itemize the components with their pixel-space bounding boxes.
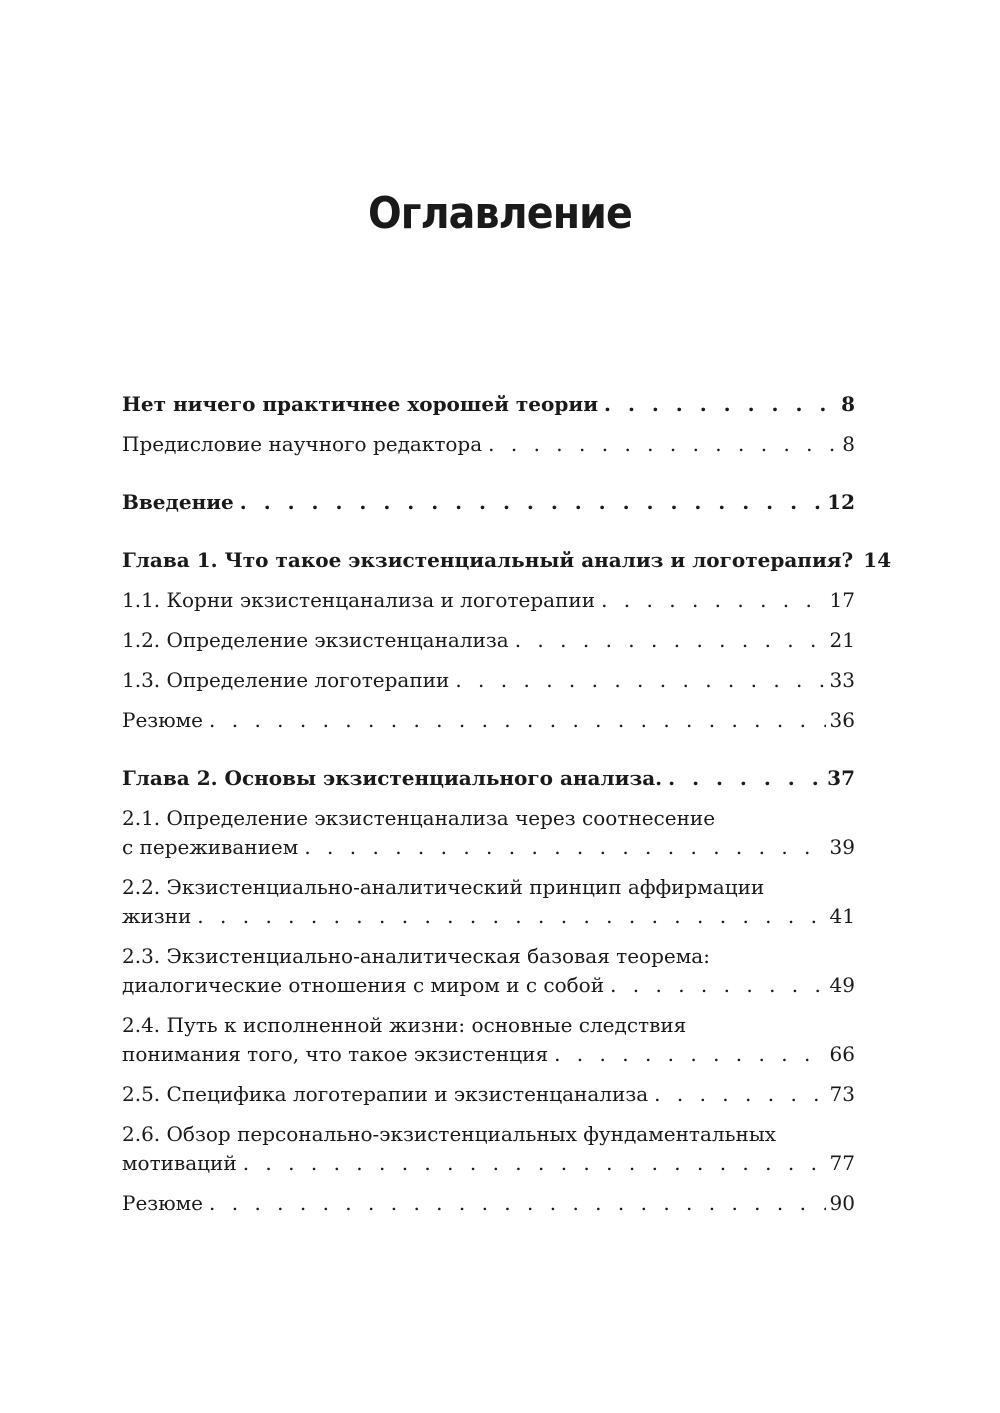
toc-entry[interactable] [122, 1189, 855, 1218]
toc-entry-title: 2.5. Специфика логотерапии и экзистенцанализа [122, 1082, 649, 1106]
toc-entry-page: 39 [829, 835, 855, 859]
dot-leader [554, 1040, 825, 1069]
toc-entry-title: Резюме [122, 708, 204, 732]
toc-entry-page: 73 [829, 1082, 855, 1106]
toc-entry[interactable] [122, 626, 855, 655]
toc-entry-page: 12 [827, 490, 855, 514]
toc-entry-page: 49 [829, 973, 855, 997]
toc-entry[interactable] [122, 1120, 855, 1178]
toc-entry-title: Нет ничего практичнее хорошей теории [122, 392, 599, 416]
dot-leader [515, 626, 826, 655]
toc-entry[interactable] [122, 666, 855, 695]
toc-entry-page: 66 [829, 1042, 855, 1066]
toc-entry-page: 90 [829, 1191, 855, 1215]
toc-entry-page: 17 [829, 588, 855, 612]
table-of-contents [122, 390, 892, 1218]
dot-leader [209, 706, 826, 735]
toc-entry-page: 21 [829, 628, 855, 652]
dot-leader [654, 1080, 825, 1109]
toc-entry-page: 14 [863, 548, 892, 572]
dot-leader [610, 971, 825, 1000]
toc-entry[interactable] [122, 390, 855, 419]
toc-entry[interactable] [122, 586, 855, 615]
dot-leader [601, 586, 825, 615]
page-title: Оглавление [368, 188, 632, 239]
toc-entry-title: Глава 1. Что такое экзистенциальный анализ и логотерапия? [122, 548, 854, 572]
dot-leader [304, 833, 825, 862]
dot-leader [209, 1189, 826, 1218]
toc-entry-title-line1: 2.1. Определение экзистенцанализа через соотнесение [122, 806, 716, 830]
toc-entry-title: Глава 2. Основы экзистенциального анализа. [122, 766, 663, 790]
toc-entry-title: Резюме [122, 1191, 204, 1215]
toc-entry-page: 77 [829, 1151, 855, 1175]
dot-leader [240, 488, 823, 517]
toc-entry-page: 36 [829, 708, 855, 732]
toc-entry-page: 33 [829, 668, 855, 692]
toc-entry-title: диалогические отношения с миром и с собой [122, 973, 605, 997]
dot-leader [455, 666, 825, 695]
toc-entry-title-line1: 2.6. Обзор персонально-экзистенциальных фундаментальных [122, 1122, 777, 1146]
toc-entry[interactable] [122, 942, 855, 1000]
toc-entry[interactable] [122, 1080, 855, 1109]
toc-entry-title: 1.3. Определение логотерапии [122, 668, 450, 692]
toc-entry-title: жизни [122, 904, 192, 928]
toc-entry[interactable] [122, 488, 855, 517]
toc-entry-page: 8 [841, 392, 855, 416]
toc-entry-title: Предисловие научного редактора [122, 432, 483, 456]
toc-entry-page: 37 [827, 766, 855, 790]
toc-entry-title-line1: 2.4. Путь к исполненной жизни: основные следствия [122, 1013, 687, 1037]
toc-entry-title-line1: 2.2. Экзистенциально-аналитический принцип аффирмации [122, 875, 765, 899]
toc-entry[interactable] [122, 546, 892, 575]
toc-entry-title: 1.2. Определение экзистенцанализа [122, 628, 509, 652]
dot-leader [243, 1149, 826, 1178]
toc-entry-page: 41 [829, 904, 855, 928]
toc-entry[interactable] [122, 764, 855, 793]
toc-entry-title-line1: 2.3. Экзистенциально-аналитическая базовая теорема: [122, 944, 710, 968]
toc-entry-title: 1.1. Корни экзистенцанализа и логотерапии [122, 588, 596, 612]
toc-entry[interactable] [122, 430, 855, 459]
toc-entry[interactable] [122, 804, 855, 862]
toc-entry-page: 8 [842, 432, 855, 456]
toc-entry[interactable] [122, 1011, 855, 1069]
dot-leader [197, 902, 825, 931]
dot-leader [488, 430, 838, 459]
toc-entry[interactable] [122, 873, 855, 931]
toc-entry-title: Введение [122, 490, 234, 514]
toc-entry-title: с переживанием [122, 835, 299, 859]
dot-leader [604, 390, 837, 419]
toc-entry-title: мотиваций [122, 1151, 237, 1175]
dot-leader [668, 764, 823, 793]
toc-entry-title: понимания того, что такое экзистенция [122, 1042, 549, 1066]
toc-entry[interactable] [122, 706, 855, 735]
